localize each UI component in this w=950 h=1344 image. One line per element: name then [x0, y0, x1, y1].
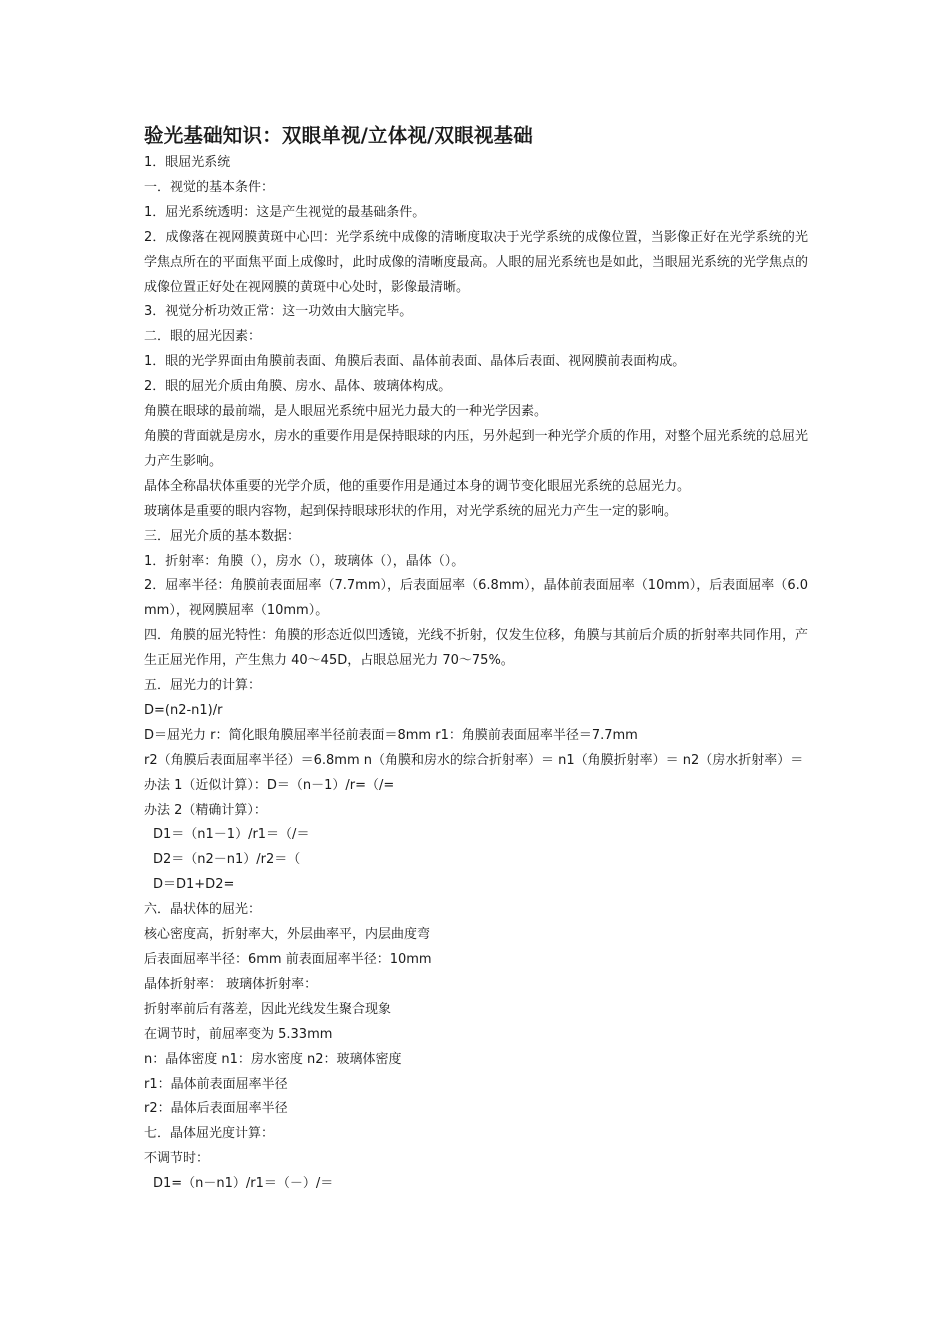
body-paragraph: 1．眼屈光系统 — [144, 155, 231, 170]
body-paragraph: r2（角膜后表面屈率半径）＝6.8mm n（角膜和房水的综合折射率）＝ n1（角膜折射率）＝ n2（房水折射率）＝ — [144, 752, 804, 768]
body-paragraph: n：晶体密度 n1：房水密度 n2：玻璃体密度 — [144, 1051, 402, 1067]
body-paragraph: r2：晶体后表面屈率半径 — [144, 1101, 288, 1117]
body-paragraph: 办法 2（精确计算）： — [144, 802, 267, 818]
body-paragraph: 角膜的背面就是房水，房水的重要作用是保持眼球的内压，另外起到一种光学介质的作用，对整个屈光系统的总屈光力产生影响。 — [144, 428, 808, 469]
document-title: 验光基础知识：双眼单视/立体视/双眼视基础 — [144, 124, 533, 147]
body-paragraph: 3．视觉分析功效正常：这一功效由大脑完毕。 — [144, 304, 413, 320]
body-paragraph: D＝D1+D2= — [153, 877, 235, 893]
body-paragraph: D2＝（n2－n1）/r2＝（ — [153, 852, 301, 868]
body-paragraph: 2．眼的屈光介质由角膜、房水、晶体、玻璃体构成。 — [144, 379, 452, 395]
body-paragraph: 折射率前后有落差，因此光线发生聚合现象 — [144, 1001, 392, 1017]
body-paragraph: 晶体全称晶状体重要的光学介质，他的重要作用是通过本身的调节变化眼屈光系统的总屈光力。 — [144, 478, 691, 494]
body-paragraph: 角膜在眼球的最前端，是人眼屈光系统中屈光力最大的一种光学因素。 — [144, 404, 548, 420]
body-paragraph: D1＝（n1－1）/r1＝（/＝ — [153, 827, 310, 843]
body-paragraph: 五．屈光力的计算： — [144, 678, 262, 694]
body-paragraph: D1=（n－n1）/r1＝（－）/＝ — [153, 1176, 334, 1192]
body-paragraph: 二．眼的屈光因素： — [144, 329, 262, 345]
document-page — [144, 123, 808, 1197]
body-paragraph: 七．晶体屈光度计算： — [144, 1126, 275, 1142]
body-paragraph: D＝屈光力 r：简化眼角膜屈率半径前表面＝8mm r1：角膜前表面屈率半径＝7.7mm — [144, 727, 638, 743]
document-body — [144, 151, 808, 1197]
body-paragraph: D=(n2-n1)/r — [144, 702, 223, 718]
body-paragraph: r1：晶体前表面屈率半径 — [144, 1076, 288, 1092]
body-paragraph: 不调节时： — [144, 1151, 210, 1167]
body-paragraph: 2．屈率半径：角膜前表面屈率（7.7mm），后表面屈率（6.8mm），晶体前表面屈率（10mm），后表面屈率（6.0mm），视网膜屈率（10mm）。 — [144, 578, 808, 619]
body-paragraph: 办法 1（近似计算）：D＝（n－1）/r=（/= — [144, 777, 395, 793]
body-paragraph: 在调节时，前屈率变为 5.33mm — [144, 1026, 333, 1042]
body-paragraph: 1．屈光系统透明：这是产生视觉的最基础条件。 — [144, 204, 426, 220]
body-paragraph: 晶体折射率： 玻璃体折射率： — [144, 976, 318, 992]
body-paragraph: 四．角膜的屈光特性：角膜的形态近似凹透镜，光线不折射，仅发生位移，角膜与其前后介质的折射率共同作用，产生正屈光作用，产生焦力 40～45D，占眼总屈光力 70～75%。 — [144, 628, 808, 669]
body-paragraph: 后表面屈率半径：6mm 前表面屈率半径：10mm — [144, 952, 432, 967]
body-paragraph: 六．晶状体的屈光： — [144, 902, 262, 918]
body-paragraph: 核心密度高，折射率大，外层曲率平，内层曲度弯 — [144, 927, 431, 943]
body-paragraph: 玻璃体是重要的眼内容物，起到保持眼球形状的作用，对光学系统的屈光力产生一定的影响。 — [144, 503, 678, 519]
body-paragraph: 1．折射率：角膜（），房水（），玻璃体（），晶体（）。 — [144, 553, 465, 569]
body-paragraph: 三．屈光介质的基本数据： — [144, 528, 301, 544]
body-paragraph: 2．成像落在视网膜黄斑中心凹：光学系统中成像的清晰度取决于光学系统的成像位置，当影像正好在光学系统的光学焦点所在的平面焦平面上成像时，此时成像的清晰度最高。人眼的屈光系统也是如此，当眼屈光系统的光学焦点的成像位置正好处在视网膜的黄斑中心处时，影像最清晰。 — [144, 229, 808, 295]
body-paragraph: 1．眼的光学界面由角膜前表面、角膜后表面、晶体前表面、晶体后表面、视网膜前表面构成。 — [144, 354, 686, 370]
body-paragraph: 一．视觉的基本条件： — [144, 179, 275, 195]
